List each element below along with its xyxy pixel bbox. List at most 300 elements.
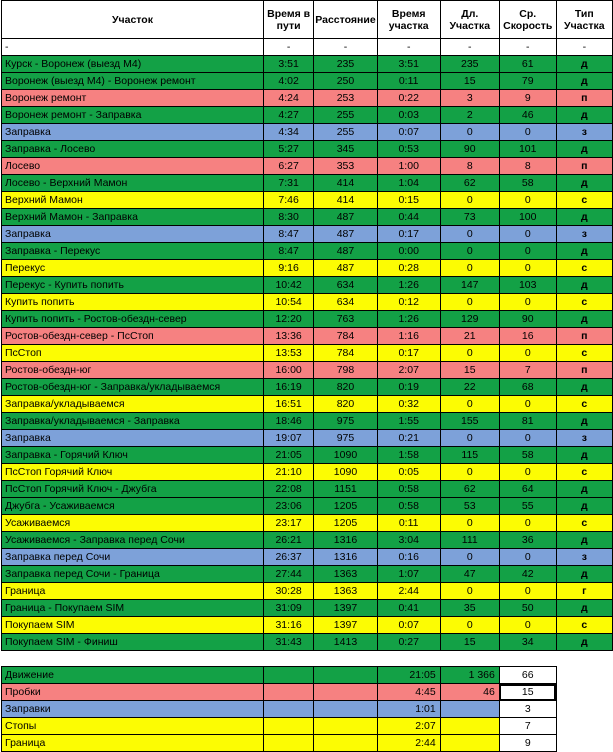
seg-time-cell[interactable]: 0:19 bbox=[377, 379, 440, 396]
distance-cell[interactable]: 353 bbox=[314, 158, 377, 175]
seg-time-cell[interactable]: 0:58 bbox=[377, 481, 440, 498]
segment-cell[interactable]: Заправка bbox=[2, 124, 264, 141]
seg-len-cell[interactable]: 0 bbox=[440, 226, 499, 243]
seg-time-cell[interactable]: 1:07 bbox=[377, 566, 440, 583]
seg-len-cell[interactable]: 0 bbox=[440, 464, 499, 481]
time-cell[interactable]: 19:07 bbox=[263, 430, 313, 447]
type-cell[interactable]: г bbox=[556, 583, 612, 600]
type-cell[interactable]: д bbox=[556, 413, 612, 430]
time-cell[interactable]: 4:24 bbox=[263, 90, 313, 107]
type-cell[interactable]: с bbox=[556, 515, 612, 532]
type-cell[interactable]: з bbox=[556, 430, 612, 447]
segment-cell[interactable]: Заправка перед Сочи bbox=[2, 549, 264, 566]
table-row bbox=[2, 549, 613, 566]
distance-cell[interactable]: 798 bbox=[314, 362, 377, 379]
seg-time-cell[interactable]: 0:58 bbox=[377, 498, 440, 515]
segment-cell[interactable]: Курск - Воронеж (выезд М4) bbox=[2, 56, 264, 73]
summary-time-cell[interactable]: 4:45 bbox=[377, 684, 440, 701]
table-row bbox=[2, 481, 613, 498]
speed-cell[interactable]: 36 bbox=[499, 532, 556, 549]
segment-cell[interactable]: Покупаем SIM - Финиш bbox=[2, 634, 264, 651]
seg-len-cell[interactable]: 15 bbox=[440, 362, 499, 379]
summary-name-cell[interactable]: Пробки bbox=[2, 684, 264, 701]
seg-time-cell[interactable]: 0:17 bbox=[377, 226, 440, 243]
type-cell[interactable]: д bbox=[556, 600, 612, 617]
seg-len-cell[interactable]: 0 bbox=[440, 243, 499, 260]
speed-cell[interactable]: 61 bbox=[499, 56, 556, 73]
type-cell[interactable]: д bbox=[556, 481, 612, 498]
type-cell[interactable]: д bbox=[556, 107, 612, 124]
seg-len-cell[interactable]: 35 bbox=[440, 600, 499, 617]
distance-cell[interactable]: 1090 bbox=[314, 447, 377, 464]
dash-cell[interactable]: - bbox=[440, 39, 499, 56]
dash-cell[interactable]: - bbox=[499, 39, 556, 56]
distance-cell[interactable]: 1205 bbox=[314, 515, 377, 532]
seg-time-cell[interactable]: 0:03 bbox=[377, 107, 440, 124]
summary-empty-cell[interactable] bbox=[263, 667, 313, 684]
speed-cell[interactable]: 0 bbox=[499, 515, 556, 532]
seg-len-cell[interactable]: 129 bbox=[440, 311, 499, 328]
dash-cell[interactable]: - bbox=[263, 39, 313, 56]
time-cell[interactable]: 16:19 bbox=[263, 379, 313, 396]
time-cell[interactable]: 18:46 bbox=[263, 413, 313, 430]
time-cell[interactable]: 30:28 bbox=[263, 583, 313, 600]
distance-cell[interactable]: 634 bbox=[314, 277, 377, 294]
seg-len-cell[interactable]: 115 bbox=[440, 447, 499, 464]
seg-len-cell[interactable]: 147 bbox=[440, 277, 499, 294]
seg-time-cell[interactable]: 1:04 bbox=[377, 175, 440, 192]
type-cell[interactable]: з bbox=[556, 549, 612, 566]
time-cell[interactable]: 7:46 bbox=[263, 192, 313, 209]
segment-cell[interactable]: Заправка/укладываемся - Заправка bbox=[2, 413, 264, 430]
dash-cell[interactable]: - bbox=[377, 39, 440, 56]
table-row bbox=[2, 447, 613, 464]
seg-len-cell[interactable]: 0 bbox=[440, 430, 499, 447]
summary-name-cell[interactable]: Заправки bbox=[2, 701, 264, 718]
seg-len-cell[interactable]: 0 bbox=[440, 583, 499, 600]
type-cell[interactable]: д bbox=[556, 447, 612, 464]
speed-cell[interactable]: 58 bbox=[499, 447, 556, 464]
seg-time-cell[interactable]: 0:53 bbox=[377, 141, 440, 158]
summary-empty-cell[interactable] bbox=[263, 684, 313, 701]
type-cell[interactable]: с bbox=[556, 345, 612, 362]
summary-len-cell[interactable]: 46 bbox=[440, 684, 499, 701]
type-cell[interactable]: д bbox=[556, 532, 612, 549]
summary-name-cell[interactable]: Граница bbox=[2, 735, 264, 752]
header-segment[interactable]: Участок bbox=[2, 1, 264, 39]
speed-cell[interactable]: 0 bbox=[499, 430, 556, 447]
table-row bbox=[2, 430, 613, 447]
distance-cell[interactable]: 253 bbox=[314, 90, 377, 107]
speed-cell[interactable]: 0 bbox=[499, 345, 556, 362]
seg-time-cell[interactable]: 3:51 bbox=[377, 56, 440, 73]
seg-len-cell[interactable]: 0 bbox=[440, 192, 499, 209]
time-cell[interactable]: 10:42 bbox=[263, 277, 313, 294]
seg-time-cell[interactable]: 0:00 bbox=[377, 243, 440, 260]
seg-time-cell[interactable]: 0:32 bbox=[377, 396, 440, 413]
segment-cell[interactable]: Верхний Мамон - Заправка bbox=[2, 209, 264, 226]
distance-cell[interactable]: 1363 bbox=[314, 566, 377, 583]
distance-cell[interactable]: 414 bbox=[314, 192, 377, 209]
distance-cell[interactable]: 255 bbox=[314, 107, 377, 124]
speed-cell[interactable]: 68 bbox=[499, 379, 556, 396]
summary-empty-cell[interactable] bbox=[314, 684, 377, 701]
seg-time-cell[interactable]: 1:26 bbox=[377, 311, 440, 328]
time-cell[interactable]: 8:30 bbox=[263, 209, 313, 226]
segment-cell[interactable]: Усаживаемся bbox=[2, 515, 264, 532]
speed-cell[interactable]: 103 bbox=[499, 277, 556, 294]
time-cell[interactable]: 21:10 bbox=[263, 464, 313, 481]
summary-time-cell[interactable]: 21:05 bbox=[377, 667, 440, 684]
distance-cell[interactable]: 820 bbox=[314, 396, 377, 413]
speed-cell[interactable]: 81 bbox=[499, 413, 556, 430]
type-cell[interactable]: з bbox=[556, 226, 612, 243]
distance-cell[interactable]: 487 bbox=[314, 209, 377, 226]
segment-cell[interactable]: Усаживаемся - Заправка перед Сочи bbox=[2, 532, 264, 549]
seg-time-cell[interactable]: 0:27 bbox=[377, 634, 440, 651]
time-cell[interactable]: 13:53 bbox=[263, 345, 313, 362]
seg-len-cell[interactable]: 8 bbox=[440, 158, 499, 175]
type-cell[interactable]: п bbox=[556, 328, 612, 345]
summary-empty-cell[interactable] bbox=[263, 718, 313, 735]
type-cell[interactable]: з bbox=[556, 124, 612, 141]
seg-len-cell[interactable]: 62 bbox=[440, 481, 499, 498]
speed-cell[interactable]: 0 bbox=[499, 396, 556, 413]
type-cell[interactable]: д bbox=[556, 634, 612, 651]
seg-time-cell[interactable]: 3:04 bbox=[377, 532, 440, 549]
time-cell[interactable]: 16:00 bbox=[263, 362, 313, 379]
distance-cell[interactable]: 1413 bbox=[314, 634, 377, 651]
seg-time-cell[interactable]: 0:41 bbox=[377, 600, 440, 617]
segment-cell[interactable]: Заправка - Лосево bbox=[2, 141, 264, 158]
distance-cell[interactable]: 235 bbox=[314, 56, 377, 73]
summary-empty-cell[interactable] bbox=[263, 701, 313, 718]
distance-cell[interactable]: 784 bbox=[314, 345, 377, 362]
summary-name-cell[interactable]: Стопы bbox=[2, 718, 264, 735]
spacer-cell bbox=[556, 651, 612, 667]
summary-time-cell[interactable]: 2:44 bbox=[377, 735, 440, 752]
segment-cell[interactable]: Граница - Покупаем SIM bbox=[2, 600, 264, 617]
seg-time-cell[interactable]: 0:07 bbox=[377, 124, 440, 141]
header-time[interactable]: Время в пути bbox=[263, 1, 313, 39]
speed-cell[interactable]: 0 bbox=[499, 583, 556, 600]
type-cell[interactable]: с bbox=[556, 617, 612, 634]
seg-len-cell[interactable]: 0 bbox=[440, 396, 499, 413]
time-cell[interactable]: 9:16 bbox=[263, 260, 313, 277]
seg-len-cell[interactable]: 47 bbox=[440, 566, 499, 583]
seg-time-cell[interactable]: 1:55 bbox=[377, 413, 440, 430]
seg-time-cell[interactable]: 0:28 bbox=[377, 260, 440, 277]
segment-cell[interactable]: Перекус bbox=[2, 260, 264, 277]
table-row bbox=[2, 634, 613, 651]
summary-empty-cell[interactable] bbox=[314, 667, 377, 684]
summary-count-cell[interactable]: 66 bbox=[499, 667, 556, 684]
type-cell[interactable]: д bbox=[556, 311, 612, 328]
segment-cell[interactable]: Заправка bbox=[2, 430, 264, 447]
type-cell[interactable]: д bbox=[556, 243, 612, 260]
type-cell[interactable]: д bbox=[556, 566, 612, 583]
summary-count-cell[interactable]: 7 bbox=[499, 718, 556, 735]
seg-len-cell[interactable]: 0 bbox=[440, 294, 499, 311]
distance-cell[interactable]: 1363 bbox=[314, 583, 377, 600]
summary-time-cell[interactable]: 1:01 bbox=[377, 701, 440, 718]
summary-len-cell[interactable]: 1 366 bbox=[440, 667, 499, 684]
time-cell[interactable]: 21:05 bbox=[263, 447, 313, 464]
segment-cell[interactable]: ПсСтоп Горячий Ключ - Джубга bbox=[2, 481, 264, 498]
type-cell[interactable]: с bbox=[556, 294, 612, 311]
seg-time-cell[interactable]: 0:05 bbox=[377, 464, 440, 481]
seg-time-cell[interactable]: 1:26 bbox=[377, 277, 440, 294]
seg-len-cell[interactable]: 3 bbox=[440, 90, 499, 107]
seg-len-cell[interactable]: 155 bbox=[440, 413, 499, 430]
seg-time-cell[interactable]: 0:22 bbox=[377, 90, 440, 107]
time-cell[interactable]: 27:44 bbox=[263, 566, 313, 583]
time-cell[interactable]: 31:09 bbox=[263, 600, 313, 617]
time-cell[interactable]: 31:16 bbox=[263, 617, 313, 634]
spacer-row bbox=[2, 651, 613, 667]
summary-empty-cell[interactable] bbox=[314, 701, 377, 718]
seg-len-cell[interactable]: 0 bbox=[440, 515, 499, 532]
summary-count-cell[interactable]: 3 bbox=[499, 701, 556, 718]
distance-cell[interactable]: 784 bbox=[314, 328, 377, 345]
seg-len-cell[interactable]: 0 bbox=[440, 549, 499, 566]
time-cell[interactable]: 4:27 bbox=[263, 107, 313, 124]
speed-cell[interactable]: 0 bbox=[499, 294, 556, 311]
time-cell[interactable]: 3:51 bbox=[263, 56, 313, 73]
distance-cell[interactable]: 975 bbox=[314, 430, 377, 447]
summary-empty-cell[interactable] bbox=[314, 718, 377, 735]
time-cell[interactable]: 4:02 bbox=[263, 73, 313, 90]
speed-cell[interactable]: 64 bbox=[499, 481, 556, 498]
type-cell[interactable]: д bbox=[556, 277, 612, 294]
type-cell[interactable]: д bbox=[556, 209, 612, 226]
header-seg-time[interactable]: Время участка bbox=[377, 1, 440, 39]
time-cell[interactable]: 6:27 bbox=[263, 158, 313, 175]
segment-cell[interactable]: ПсСтоп Горячий Ключ bbox=[2, 464, 264, 481]
type-cell[interactable]: д bbox=[556, 73, 612, 90]
summary-len-cell[interactable] bbox=[440, 718, 499, 735]
type-cell[interactable]: д bbox=[556, 498, 612, 515]
type-cell[interactable]: д bbox=[556, 379, 612, 396]
speed-cell[interactable]: 0 bbox=[499, 124, 556, 141]
spacer-cell bbox=[314, 651, 377, 667]
distance-cell[interactable]: 250 bbox=[314, 73, 377, 90]
header-speed[interactable]: Ср. Скорость bbox=[499, 1, 556, 39]
seg-len-cell[interactable]: 15 bbox=[440, 634, 499, 651]
seg-len-cell[interactable]: 22 bbox=[440, 379, 499, 396]
segment-cell[interactable]: Ростов-обездн-юг - Заправка/укладываемся bbox=[2, 379, 264, 396]
seg-len-cell[interactable]: 2 bbox=[440, 107, 499, 124]
summary-len-cell[interactable] bbox=[440, 701, 499, 718]
distance-cell[interactable]: 1205 bbox=[314, 498, 377, 515]
segment-cell[interactable]: Лосево bbox=[2, 158, 264, 175]
segment-cell[interactable]: Граница bbox=[2, 583, 264, 600]
speed-cell[interactable]: 0 bbox=[499, 260, 556, 277]
distance-cell[interactable]: 1090 bbox=[314, 464, 377, 481]
dash-cell[interactable]: - bbox=[314, 39, 377, 56]
time-cell[interactable]: 31:43 bbox=[263, 634, 313, 651]
time-cell[interactable]: 13:36 bbox=[263, 328, 313, 345]
seg-len-cell[interactable]: 90 bbox=[440, 141, 499, 158]
seg-len-cell[interactable]: 235 bbox=[440, 56, 499, 73]
distance-cell[interactable]: 255 bbox=[314, 124, 377, 141]
seg-time-cell[interactable]: 1:16 bbox=[377, 328, 440, 345]
seg-time-cell[interactable]: 1:00 bbox=[377, 158, 440, 175]
segment-cell[interactable]: Заправка перед Сочи - Граница bbox=[2, 566, 264, 583]
distance-cell[interactable]: 487 bbox=[314, 226, 377, 243]
type-cell[interactable]: с bbox=[556, 192, 612, 209]
type-cell[interactable]: д bbox=[556, 56, 612, 73]
seg-time-cell[interactable]: 0:17 bbox=[377, 345, 440, 362]
speed-cell[interactable]: 9 bbox=[499, 90, 556, 107]
segment-cell[interactable]: Заправка bbox=[2, 226, 264, 243]
time-cell[interactable]: 7:31 bbox=[263, 175, 313, 192]
speed-cell[interactable]: 0 bbox=[499, 549, 556, 566]
seg-time-cell[interactable]: 0:15 bbox=[377, 192, 440, 209]
speed-cell[interactable]: 16 bbox=[499, 328, 556, 345]
speed-cell[interactable]: 0 bbox=[499, 617, 556, 634]
segment-cell[interactable]: Перекус - Купить попить bbox=[2, 277, 264, 294]
distance-cell[interactable]: 1397 bbox=[314, 617, 377, 634]
time-cell[interactable]: 5:27 bbox=[263, 141, 313, 158]
type-cell[interactable]: с bbox=[556, 260, 612, 277]
speed-cell[interactable]: 58 bbox=[499, 175, 556, 192]
seg-time-cell[interactable]: 0:16 bbox=[377, 549, 440, 566]
type-cell[interactable]: с bbox=[556, 464, 612, 481]
seg-time-cell[interactable]: 0:11 bbox=[377, 73, 440, 90]
time-cell[interactable]: 26:37 bbox=[263, 549, 313, 566]
segment-cell[interactable]: Джубга - Усаживаемся bbox=[2, 498, 264, 515]
distance-cell[interactable]: 487 bbox=[314, 243, 377, 260]
seg-len-cell[interactable]: 21 bbox=[440, 328, 499, 345]
table-row bbox=[2, 226, 613, 243]
distance-cell[interactable]: 634 bbox=[314, 294, 377, 311]
header-seg-len[interactable]: Дл. Участка bbox=[440, 1, 499, 39]
seg-time-cell[interactable]: 0:07 bbox=[377, 617, 440, 634]
seg-len-cell[interactable]: 53 bbox=[440, 498, 499, 515]
speed-cell[interactable]: 0 bbox=[499, 192, 556, 209]
summary-count-cell[interactable]: 9 bbox=[499, 735, 556, 752]
seg-len-cell[interactable]: 62 bbox=[440, 175, 499, 192]
seg-time-cell[interactable]: 0:21 bbox=[377, 430, 440, 447]
seg-len-cell[interactable]: 15 bbox=[440, 73, 499, 90]
type-cell[interactable]: п bbox=[556, 362, 612, 379]
type-cell[interactable]: с bbox=[556, 396, 612, 413]
segment-cell[interactable]: Ростов-обездн-юг bbox=[2, 362, 264, 379]
segment-cell[interactable]: Воронеж (выезд М4) - Воронеж ремонт bbox=[2, 73, 264, 90]
segment-cell[interactable]: ПсСтоп bbox=[2, 345, 264, 362]
time-cell[interactable]: 23:17 bbox=[263, 515, 313, 532]
speed-cell[interactable]: 100 bbox=[499, 209, 556, 226]
summary-name-cell[interactable]: Движение bbox=[2, 667, 264, 684]
distance-cell[interactable]: 1316 bbox=[314, 532, 377, 549]
speed-cell[interactable]: 42 bbox=[499, 566, 556, 583]
speed-cell[interactable]: 79 bbox=[499, 73, 556, 90]
distance-cell[interactable]: 1316 bbox=[314, 549, 377, 566]
segment-cell[interactable]: Лосево - Верхний Мамон bbox=[2, 175, 264, 192]
segment-cell[interactable]: Заправка/укладываемся bbox=[2, 396, 264, 413]
time-cell[interactable]: 4:34 bbox=[263, 124, 313, 141]
dash-cell[interactable]: - bbox=[2, 39, 264, 56]
segment-cell[interactable]: Воронеж ремонт bbox=[2, 90, 264, 107]
segment-cell[interactable]: Заправка - Перекус bbox=[2, 243, 264, 260]
summary-row bbox=[2, 735, 613, 752]
distance-cell[interactable]: 487 bbox=[314, 260, 377, 277]
segment-cell[interactable]: Купить попить - Ростов-обездн-север bbox=[2, 311, 264, 328]
segment-cell[interactable]: Купить попить bbox=[2, 294, 264, 311]
speed-cell[interactable]: 55 bbox=[499, 498, 556, 515]
type-cell[interactable]: д bbox=[556, 175, 612, 192]
speed-cell[interactable]: 0 bbox=[499, 464, 556, 481]
distance-cell[interactable]: 975 bbox=[314, 413, 377, 430]
type-cell[interactable]: п bbox=[556, 90, 612, 107]
speed-cell[interactable]: 90 bbox=[499, 311, 556, 328]
distance-cell[interactable]: 820 bbox=[314, 379, 377, 396]
seg-time-cell[interactable]: 1:58 bbox=[377, 447, 440, 464]
speed-cell[interactable]: 0 bbox=[499, 226, 556, 243]
seg-time-cell[interactable]: 0:44 bbox=[377, 209, 440, 226]
seg-len-cell[interactable]: 0 bbox=[440, 345, 499, 362]
time-cell[interactable]: 26:21 bbox=[263, 532, 313, 549]
summary-empty-cell[interactable] bbox=[314, 735, 377, 752]
seg-len-cell[interactable]: 0 bbox=[440, 260, 499, 277]
type-cell[interactable]: п bbox=[556, 158, 612, 175]
segment-cell[interactable]: Ростов-обездн-север - ПсСтоп bbox=[2, 328, 264, 345]
seg-len-cell[interactable]: 111 bbox=[440, 532, 499, 549]
speed-cell[interactable]: 0 bbox=[499, 243, 556, 260]
header-distance[interactable]: Расстояние bbox=[314, 1, 377, 39]
seg-len-cell[interactable]: 0 bbox=[440, 617, 499, 634]
time-cell[interactable]: 16:51 bbox=[263, 396, 313, 413]
distance-cell[interactable]: 345 bbox=[314, 141, 377, 158]
seg-time-cell[interactable]: 0:11 bbox=[377, 515, 440, 532]
summary-count-cell[interactable]: 15 bbox=[499, 684, 556, 701]
summary-empty-cell[interactable] bbox=[263, 735, 313, 752]
speed-cell[interactable]: 101 bbox=[499, 141, 556, 158]
distance-cell[interactable]: 763 bbox=[314, 311, 377, 328]
distance-cell[interactable]: 1397 bbox=[314, 600, 377, 617]
summary-len-cell[interactable] bbox=[440, 735, 499, 752]
segment-cell[interactable]: Воронеж ремонт - Заправка bbox=[2, 107, 264, 124]
speed-cell[interactable]: 7 bbox=[499, 362, 556, 379]
seg-time-cell[interactable]: 0:12 bbox=[377, 294, 440, 311]
segment-cell[interactable]: Заправка - Горячий Ключ bbox=[2, 447, 264, 464]
dash-cell[interactable]: - bbox=[556, 39, 612, 56]
speed-cell[interactable]: 50 bbox=[499, 600, 556, 617]
speed-cell[interactable]: 34 bbox=[499, 634, 556, 651]
segment-cell[interactable]: Верхний Мамон bbox=[2, 192, 264, 209]
seg-len-cell[interactable]: 73 bbox=[440, 209, 499, 226]
time-cell[interactable]: 8:47 bbox=[263, 226, 313, 243]
speed-cell[interactable]: 8 bbox=[499, 158, 556, 175]
seg-time-cell[interactable]: 2:44 bbox=[377, 583, 440, 600]
segment-cell[interactable]: Покупаем SIM bbox=[2, 617, 264, 634]
time-cell[interactable]: 23:06 bbox=[263, 498, 313, 515]
time-cell[interactable]: 10:54 bbox=[263, 294, 313, 311]
header-type[interactable]: Тип Участка bbox=[556, 1, 612, 39]
seg-time-cell[interactable]: 2:07 bbox=[377, 362, 440, 379]
summary-time-cell[interactable]: 2:07 bbox=[377, 718, 440, 735]
time-cell[interactable]: 12:20 bbox=[263, 311, 313, 328]
seg-len-cell[interactable]: 0 bbox=[440, 124, 499, 141]
table-row bbox=[2, 362, 613, 379]
distance-cell[interactable]: 414 bbox=[314, 175, 377, 192]
type-cell[interactable]: д bbox=[556, 141, 612, 158]
distance-cell[interactable]: 1151 bbox=[314, 481, 377, 498]
time-cell[interactable]: 8:47 bbox=[263, 243, 313, 260]
time-cell[interactable]: 22:08 bbox=[263, 481, 313, 498]
speed-cell[interactable]: 46 bbox=[499, 107, 556, 124]
